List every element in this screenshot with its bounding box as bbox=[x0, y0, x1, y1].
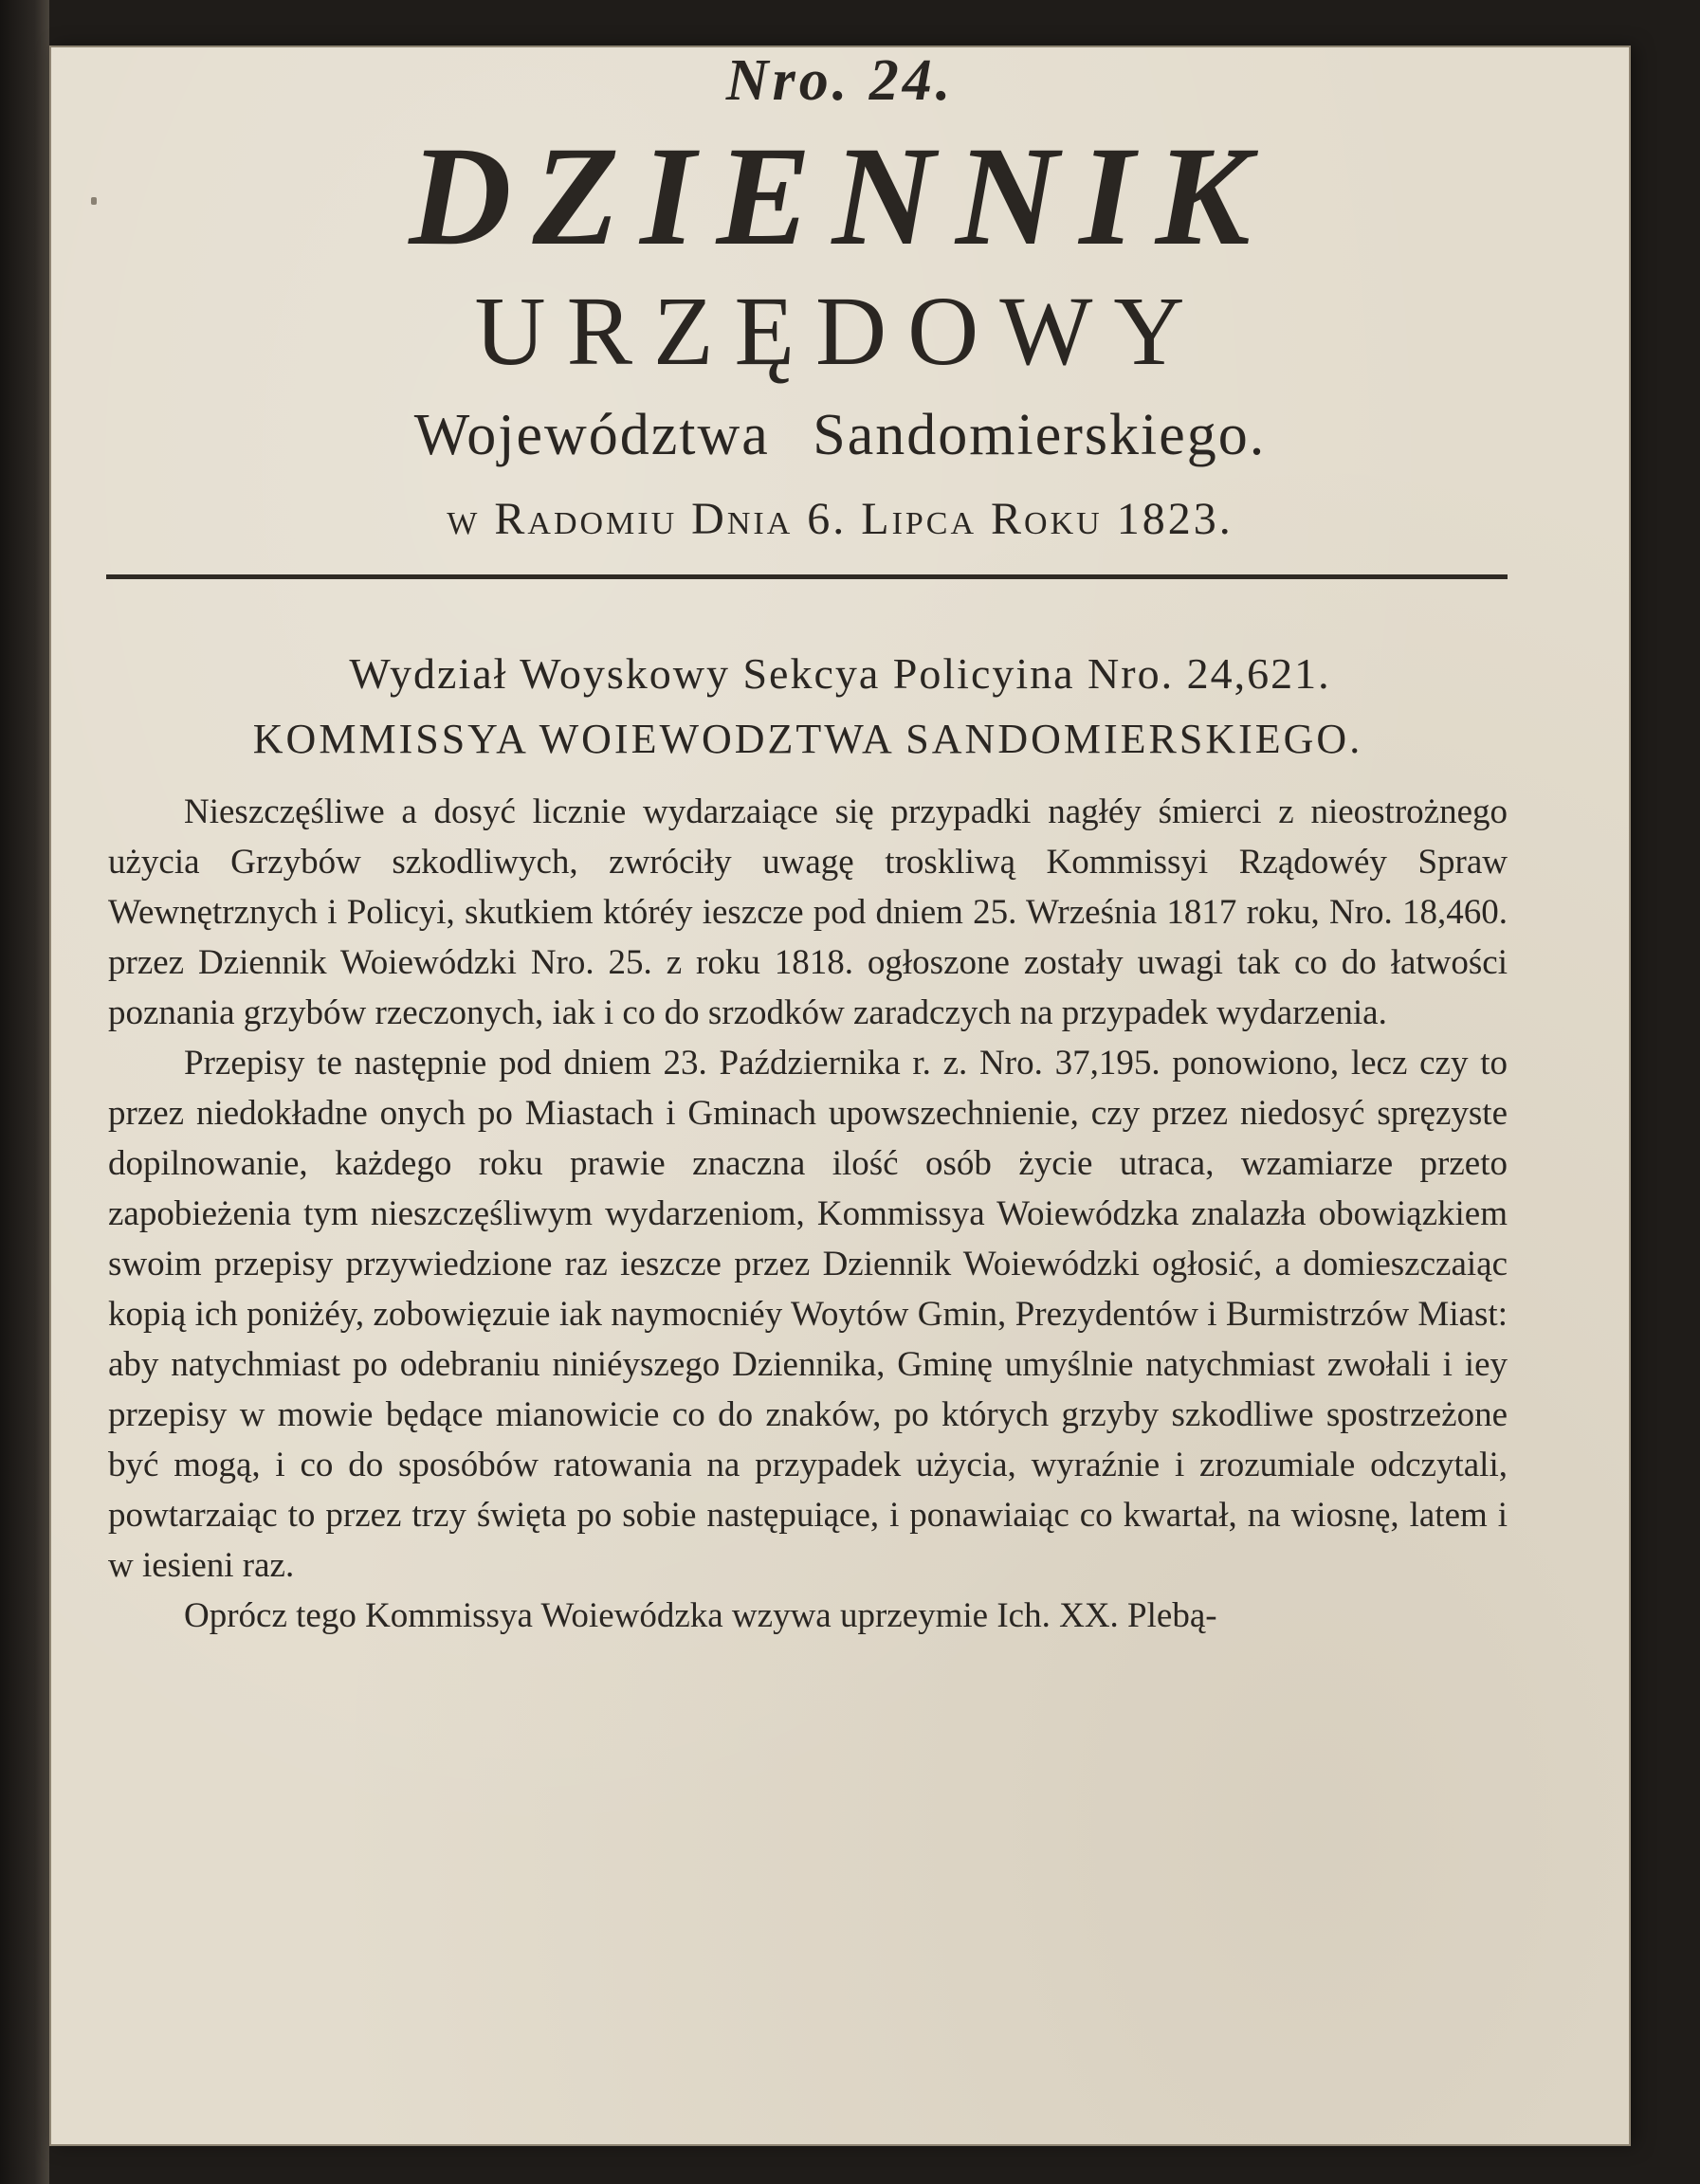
newspaper-page bbox=[49, 46, 1631, 2146]
issue-number: Nro. 24. bbox=[725, 48, 955, 113]
masthead-subtitle: URZĘDOWY bbox=[474, 277, 1206, 386]
book-spine-edge bbox=[0, 0, 49, 2184]
paragraph: Nieszczęśliwe a dosyć licznie wydarzaiące się przypadki nagłéy śmierci z nieostrożnego użycia Grzybów szkodliwych, zwróciły uwagę troskliwą Kommissyi Rządowéy Spraw Wewnętrznych i Policyi, skutkiem któréy ieszcze pod dniem 25. Września 1817 roku, Nro. 18,460. przez Dziennik Woiewódzki Nro. 25. z roku 1818. ogłoszone zostały uwagi tak co do łatwości poznania grzybów rzeczonych, iak i co do srzodków zaradczych na przypadek wydarzenia. bbox=[108, 792, 1508, 1032]
commission-heading: KOMMISSYA WOIEWODZTWA SANDOMIERSKIEGO. bbox=[252, 716, 1363, 762]
section-heading: Wydział Woyskowy Sekcya Policyina Nro. 24,621. bbox=[349, 649, 1331, 698]
masthead-title: DZIENNIK bbox=[409, 118, 1271, 275]
dateline: w Radomiu Dnia 6. Lipca Roku 1823. bbox=[447, 494, 1234, 544]
paragraph: Przepisy te następnie pod dniem 23. Października r. z. Nro. 37,195. ponowiono, lecz czy to przez niedokładne onych po Miastach i Gminach upowszechnienie, czy przez niedosyć spręzyste dopilnowanie, każdego roku prawie znaczna ilość osób życie utraca, wzamiarze przeto zapobieżenia tym nieszczęśliwym wydarzeniom, Kommissya Woiewódzka znalazła obowiązkiem swoim przepisy przywiedzione raz ieszcze przez Dziennik Woiewódzki ogłosić, a domieszczaiąc kopią ich poniżéy, zobowięzuie iak naymocniéy Woytów Gmin, Prezydentów i Burmistrzów Miast: aby natychmiast po odebraniu niniéyszego Dziennika, Gminę umyślnie natychmiast zwołali i iey przepisy w mowie będące mianowicie co do znaków, po których grzyby szkodliwe spostrzeżone być mogą, i co do sposóbów ratowania na przypadek użycia, wyraźnie i zrozumiale odczytali, powtarzaiąc to przez trzy święta po sobie następuiące, i ponawiaiąc co kwartał, na wiosnę, latem i w iesieni raz. bbox=[108, 1044, 1508, 1585]
paragraph: Oprócz tego Kommissya Woiewódzka wzywa uprzeymie Ich. XX. Plebą- bbox=[184, 1596, 1217, 1635]
masthead-region: Województwa Sandomierskiego. bbox=[413, 403, 1267, 467]
header-divider bbox=[106, 574, 1508, 579]
article-body bbox=[108, 787, 1508, 1641]
